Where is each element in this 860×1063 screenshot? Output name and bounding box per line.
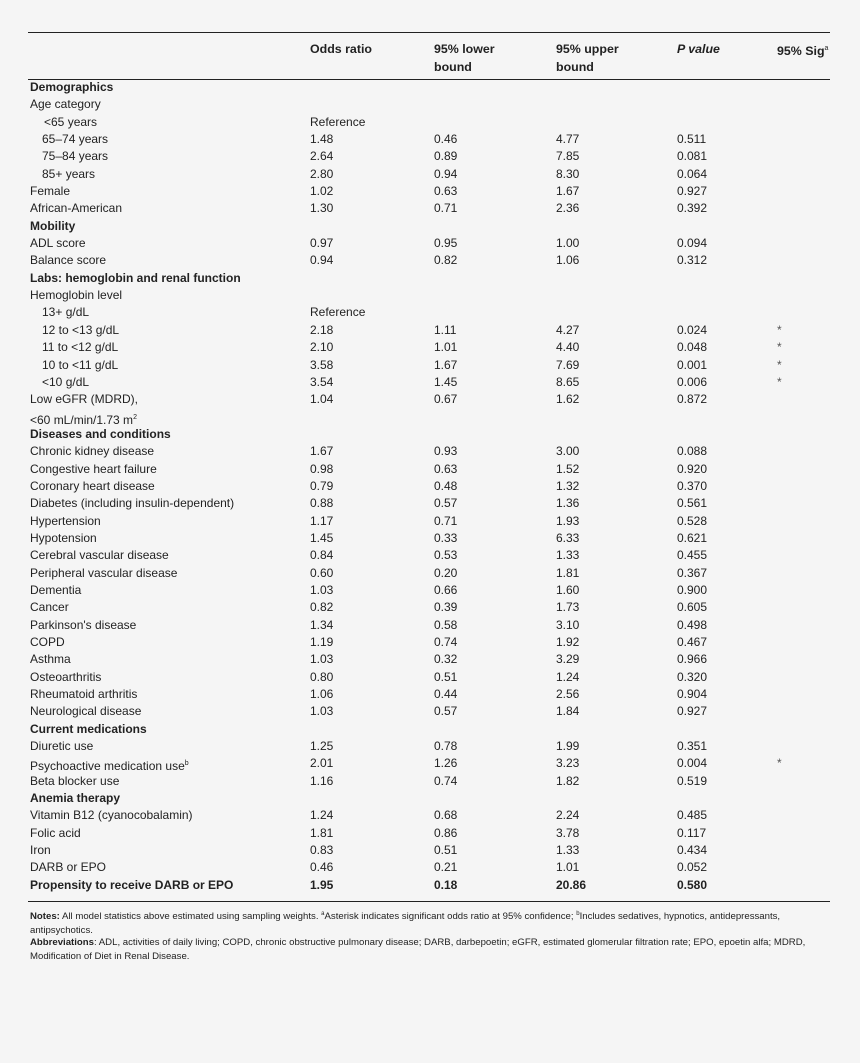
upper-bound-cell: 1.01 (556, 860, 580, 875)
header-lower-bound: 95% lower bound (434, 42, 495, 74)
odds-ratio-cell: 1.25 (310, 739, 334, 754)
p-value-cell: 0.455 (677, 548, 708, 563)
p-value-cell: 0.081 (677, 149, 708, 164)
lower-bound-cell: 0.74 (434, 773, 458, 788)
odds-ratio-cell: 1.03 (310, 582, 334, 597)
header-p-value: P value (677, 42, 720, 56)
p-value-cell: 0.024 (677, 322, 708, 337)
odds-ratio-cell: 1.04 (310, 392, 334, 407)
table-row (0, 773, 860, 790)
row-label: Anemia therapy (30, 791, 121, 806)
table-row (0, 755, 860, 772)
lower-bound-cell: 0.71 (434, 201, 458, 216)
lower-bound-cell: 0.46 (434, 132, 458, 147)
row-label: <65 years (44, 114, 98, 129)
row-label: Congestive heart failure (30, 461, 157, 476)
p-value-cell: 0.927 (677, 704, 708, 719)
p-value-cell: 0.498 (677, 617, 708, 632)
odds-ratio-cell: 1.24 (310, 808, 334, 823)
odds-ratio-cell: 1.02 (310, 184, 334, 199)
upper-bound-cell: 1.67 (556, 184, 580, 199)
p-value-cell: 0.605 (677, 600, 708, 615)
p-value-cell: 0.094 (677, 236, 708, 251)
upper-bound-cell: 3.78 (556, 825, 580, 840)
odds-ratio-cell: 0.83 (310, 843, 334, 858)
p-value-cell: 0.370 (677, 478, 708, 493)
row-label: Female (30, 184, 71, 199)
p-value-cell: 0.904 (677, 687, 708, 702)
p-value-cell: 0.052 (677, 860, 708, 875)
table-row (0, 304, 860, 321)
upper-bound-cell: 1.73 (556, 600, 580, 615)
upper-bound-cell: 7.85 (556, 149, 580, 164)
p-value-cell: 0.434 (677, 843, 708, 858)
row-label: Beta blocker use (30, 773, 120, 788)
upper-bound-cell: 1.36 (556, 496, 580, 511)
upper-bound-cell: 1.93 (556, 513, 580, 528)
lower-bound-cell: 0.63 (434, 461, 458, 476)
table-row (0, 374, 860, 391)
table-row (0, 842, 860, 859)
lower-bound-cell: 0.82 (434, 253, 458, 268)
significance-cell: * (777, 357, 782, 372)
row-label: Diabetes (including insulin-dependent) (30, 496, 235, 511)
odds-ratio-cell: 1.30 (310, 201, 334, 216)
odds-ratio-cell: 0.97 (310, 236, 334, 251)
significance-cell: * (777, 340, 782, 355)
row-label: Hemoglobin level (30, 288, 123, 303)
odds-ratio-cell: 0.80 (310, 669, 334, 684)
odds-ratio-cell: 1.95 (310, 877, 334, 892)
row-label: Coronary heart disease (30, 478, 155, 493)
lower-bound-cell: 0.51 (434, 669, 458, 684)
lower-bound-cell: 0.18 (434, 877, 458, 892)
row-label: Current medications (30, 721, 147, 736)
odds-ratio-cell: 0.84 (310, 548, 334, 563)
upper-bound-cell: 7.69 (556, 357, 580, 372)
row-label: 85+ years (42, 166, 96, 181)
upper-bound-cell: 8.65 (556, 374, 580, 389)
table-row (0, 166, 860, 183)
row-label: Age category (30, 97, 101, 112)
p-value-cell: 0.467 (677, 635, 708, 649)
table-row (0, 651, 860, 668)
upper-bound-cell: 1.99 (556, 739, 580, 754)
lower-bound-cell: 0.44 (434, 687, 458, 702)
odds-ratio-cell: 1.34 (310, 617, 334, 632)
upper-bound-cell: 3.29 (556, 652, 580, 667)
table-body (0, 79, 860, 894)
p-value-cell: 0.312 (677, 253, 708, 268)
row-label: Propensity to receive DARB or EPO (30, 877, 234, 892)
row-label: 10 to <11 g/dL (42, 357, 119, 372)
p-value-cell: 0.580 (677, 877, 708, 892)
odds-ratio-cell: 0.94 (310, 253, 334, 268)
odds-ratio-cell: 0.79 (310, 478, 334, 493)
row-label: Diseases and conditions (30, 426, 171, 441)
row-label: Vitamin B12 (cyanocobalamin) (30, 808, 193, 823)
row-label: Hypertension (30, 513, 101, 528)
table-row (0, 825, 860, 842)
lower-bound-cell: 0.93 (434, 444, 458, 459)
lower-bound-cell: 1.11 (434, 322, 457, 337)
table-row (0, 409, 860, 426)
lower-bound-cell: 0.33 (434, 530, 458, 545)
row-label: Osteoarthritis (30, 669, 102, 684)
lower-bound-cell: 0.53 (434, 548, 458, 563)
table-row (0, 565, 860, 582)
row-label: 11 to <12 g/dL (42, 340, 119, 355)
upper-bound-cell: 1.00 (556, 236, 580, 251)
table-row (0, 443, 860, 460)
table-row (0, 114, 860, 131)
lower-bound-cell: 0.57 (434, 496, 458, 511)
row-label: Chronic kidney disease (30, 444, 155, 459)
upper-bound-cell: 3.00 (556, 444, 580, 459)
upper-bound-cell: 1.92 (556, 635, 580, 649)
table-row (0, 599, 860, 616)
odds-ratio-cell: 2.18 (310, 322, 334, 337)
table-row (0, 235, 860, 252)
odds-ratio-cell: 2.80 (310, 166, 334, 181)
upper-bound-cell: 6.33 (556, 530, 580, 545)
lower-bound-cell: 0.58 (434, 617, 458, 632)
upper-bound-cell: 1.81 (556, 565, 580, 580)
row-label: COPD (30, 635, 65, 649)
lower-bound-cell: 0.21 (434, 860, 458, 875)
row-label: Psychoactive medication use$^b$ (30, 759, 189, 774)
section-header-row (0, 426, 860, 443)
upper-bound-cell: 2.24 (556, 808, 580, 823)
table-row (0, 547, 860, 564)
table-row (0, 738, 860, 755)
row-label: Hypotension (30, 530, 97, 545)
p-value-cell: 0.004 (677, 756, 708, 771)
lower-bound-cell: 0.68 (434, 808, 458, 823)
lower-bound-cell: 0.67 (434, 392, 458, 407)
p-value-cell: 0.528 (677, 513, 708, 528)
lower-bound-cell: 0.20 (434, 565, 458, 580)
p-value-cell: 0.561 (677, 496, 708, 511)
upper-bound-cell: 1.84 (556, 704, 580, 719)
table-row (0, 634, 860, 651)
table-row (0, 703, 860, 720)
table-row (0, 391, 860, 408)
lower-bound-cell: 1.67 (434, 357, 458, 372)
row-label: 75–84 years (42, 149, 109, 164)
lower-bound-cell: 0.63 (434, 184, 458, 199)
upper-bound-cell: 1.82 (556, 773, 580, 788)
header-upper-bound: 95% upper bound (556, 42, 619, 74)
table-notes: Notes: All model statistics above estimated using sampling weights. $^a$Asterisk indicates significant odds ratio at 95% confidence; $^b$Includes sedatives, hypnotics, antidepressants, antipsychotics. (30, 911, 781, 936)
odds-ratio-cell: 1.16 (310, 773, 334, 788)
table-row (0, 495, 860, 512)
row-label: African-American (30, 201, 123, 216)
table-row (0, 200, 860, 217)
row-label: Balance score (30, 253, 107, 268)
lower-bound-cell: 0.74 (434, 635, 458, 649)
lower-bound-cell: 0.86 (434, 825, 458, 840)
row-label: Demographics (30, 80, 114, 94)
row-label: DARB or EPO (30, 860, 107, 875)
p-value-cell: 0.367 (677, 565, 708, 580)
table-row (0, 686, 860, 703)
table-row (0, 478, 860, 495)
p-value-cell: 0.117 (677, 825, 707, 840)
p-value-cell: 0.320 (677, 669, 708, 684)
section-header-row (0, 79, 860, 96)
odds-ratio-cell: 1.19 (310, 635, 334, 649)
odds-ratio-cell: 0.82 (310, 600, 334, 615)
table-row (0, 877, 860, 894)
p-value-cell: 0.048 (677, 340, 708, 355)
significance-cell: * (777, 374, 782, 389)
p-value-cell: 0.966 (677, 652, 708, 667)
odds-ratio-cell: 0.60 (310, 565, 334, 580)
row-label: Folic acid (30, 825, 81, 840)
lower-bound-cell: 0.39 (434, 600, 458, 615)
lower-bound-cell: 1.26 (434, 756, 458, 771)
upper-bound-cell: 1.33 (556, 548, 580, 563)
row-label: Neurological disease (30, 704, 142, 719)
p-value-cell: 0.064 (677, 166, 708, 181)
odds-ratio-cell: 1.06 (310, 687, 334, 702)
table-row (0, 530, 860, 547)
p-value-cell: 0.392 (677, 201, 708, 216)
lower-bound-cell: 1.01 (434, 340, 458, 355)
upper-bound-cell: 4.77 (556, 132, 580, 147)
table-row (0, 148, 860, 165)
table-row (0, 287, 860, 304)
table-row (0, 669, 860, 686)
p-value-cell: 0.920 (677, 461, 708, 476)
lower-bound-cell: 0.48 (434, 478, 458, 493)
p-value-cell: 0.511 (677, 132, 707, 147)
odds-ratio-cell: 0.88 (310, 496, 334, 511)
p-value-cell: 0.088 (677, 444, 708, 459)
section-header-row (0, 270, 860, 287)
lower-bound-cell: 0.89 (434, 149, 458, 164)
header-significance: 95% Sig$^a$ (777, 44, 829, 58)
upper-bound-cell: 1.33 (556, 843, 580, 858)
p-value-cell: 0.006 (677, 374, 708, 389)
upper-bound-cell: 8.30 (556, 166, 580, 181)
header-odds-ratio: Odds ratio (310, 42, 372, 56)
section-header-row (0, 218, 860, 235)
row-label: Rheumatoid arthritis (30, 687, 138, 702)
table-row (0, 807, 860, 824)
row-label: 12 to <13 g/dL (42, 322, 120, 337)
row-label: Labs: hemoglobin and renal function (30, 270, 241, 285)
significance-cell: * (777, 756, 782, 771)
table-row (0, 617, 860, 634)
lower-bound-cell: 0.32 (434, 652, 458, 667)
upper-bound-cell: 1.52 (556, 461, 580, 476)
lower-bound-cell: 0.66 (434, 582, 458, 597)
p-value-cell: 0.485 (677, 808, 708, 823)
row-label: 65–74 years (42, 132, 109, 147)
upper-bound-cell: 3.23 (556, 756, 580, 771)
section-header-row (0, 721, 860, 738)
table-row (0, 96, 860, 113)
row-label: Cerebral vascular disease (30, 548, 169, 563)
odds-ratio-cell: 2.64 (310, 149, 334, 164)
row-label: Peripheral vascular disease (30, 565, 178, 580)
odds-ratio-cell: 1.03 (310, 652, 334, 667)
upper-bound-cell: 2.56 (556, 687, 580, 702)
table-top-rule (28, 32, 830, 33)
row-label: <10 g/dL (42, 374, 90, 389)
table-row (0, 183, 860, 200)
upper-bound-cell: 3.10 (556, 617, 580, 632)
table-row (0, 339, 860, 356)
upper-bound-cell: 1.62 (556, 392, 580, 407)
table-row (0, 322, 860, 339)
odds-ratio-cell: 0.46 (310, 860, 334, 875)
upper-bound-cell: 20.86 (556, 877, 587, 892)
table-row (0, 859, 860, 876)
row-label: Parkinson's disease (30, 617, 137, 632)
upper-bound-cell: 4.40 (556, 340, 580, 355)
odds-ratio-cell: 1.81 (310, 825, 334, 840)
lower-bound-cell: 0.57 (434, 704, 458, 719)
row-label: Cancer (30, 600, 69, 615)
upper-bound-cell: 1.24 (556, 669, 580, 684)
lower-bound-cell: 0.94 (434, 166, 458, 181)
odds-ratio-cell: 1.03 (310, 704, 334, 719)
p-value-cell: 0.351 (677, 739, 708, 754)
odds-ratio-cell: 1.17 (310, 513, 334, 528)
table-row (0, 131, 860, 148)
row-label: Asthma (30, 652, 71, 667)
odds-ratio-cell: Reference (310, 305, 366, 320)
table-row (0, 461, 860, 478)
lower-bound-cell: 0.78 (434, 739, 458, 754)
table-abbreviations: Abbreviations: ADL, activities of daily living; COPD, chronic obstructive pulmonary disease; DARB, darbepoetin; eGFR, estimated glomerular filtration rate; EPO, epoetin alfa; MDRD, Modification of Diet in Renal Disease. (30, 937, 806, 962)
upper-bound-cell: 2.36 (556, 201, 580, 216)
odds-ratio-cell: 0.98 (310, 461, 334, 476)
lower-bound-cell: 0.95 (434, 236, 458, 251)
table-row (0, 357, 860, 374)
row-label: Diuretic use (30, 739, 94, 754)
odds-ratio-cell: 1.67 (310, 444, 334, 459)
odds-ratio-cell: 2.01 (310, 756, 334, 771)
row-label: ADL score (30, 236, 86, 251)
table-row (0, 582, 860, 599)
odds-ratio-cell: 3.58 (310, 357, 334, 372)
p-value-cell: 0.900 (677, 582, 708, 597)
table-bottom-rule (28, 901, 830, 902)
lower-bound-cell: 1.45 (434, 374, 458, 389)
upper-bound-cell: 1.06 (556, 253, 580, 268)
table-row (0, 252, 860, 269)
odds-ratio-cell: Reference (310, 114, 366, 129)
row-label: Iron (30, 843, 51, 858)
table-row (0, 513, 860, 530)
p-value-cell: 0.001 (677, 357, 708, 372)
row-label: 13+ g/dL (42, 305, 90, 320)
p-value-cell: 0.519 (677, 773, 708, 788)
significance-cell: * (777, 322, 782, 337)
p-value-cell: 0.872 (677, 392, 708, 407)
row-label: Low eGFR (MDRD), (30, 392, 139, 407)
odds-ratio-cell: 2.10 (310, 340, 334, 355)
row-label: Mobility (30, 218, 76, 233)
row-label: <60 mL/min/1.73 $m^2$ (30, 412, 137, 427)
odds-ratio-cell: 1.45 (310, 530, 334, 545)
lower-bound-cell: 0.51 (434, 843, 458, 858)
section-header-row (0, 790, 860, 807)
upper-bound-cell: 1.32 (556, 478, 580, 493)
p-value-cell: 0.927 (677, 184, 708, 199)
odds-ratio-cell: 1.48 (310, 132, 334, 147)
odds-ratio-cell: 3.54 (310, 374, 334, 389)
upper-bound-cell: 4.27 (556, 322, 580, 337)
row-label: Dementia (30, 582, 82, 597)
upper-bound-cell: 1.60 (556, 582, 580, 597)
p-value-cell: 0.621 (677, 530, 708, 545)
lower-bound-cell: 0.71 (434, 513, 458, 528)
